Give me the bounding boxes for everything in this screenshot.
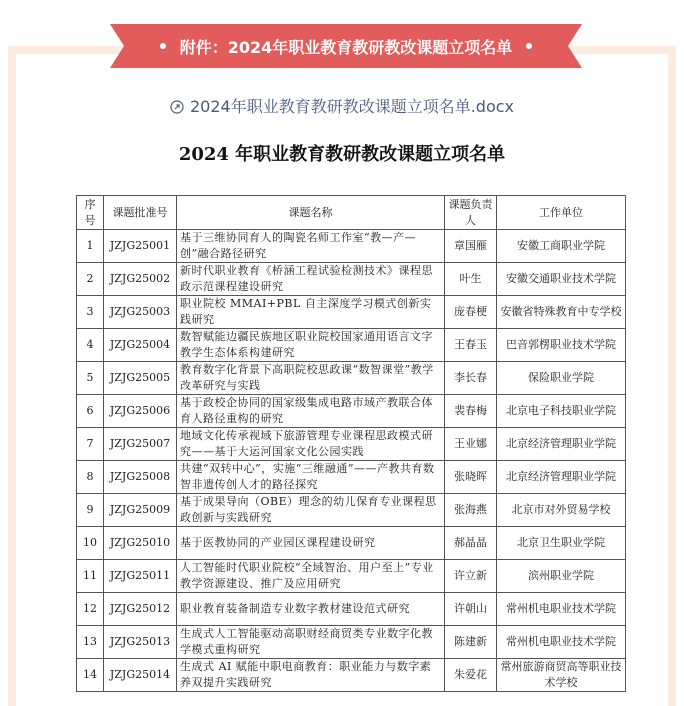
cell-no: 4 — [77, 329, 104, 362]
cell-no: 14 — [77, 659, 104, 692]
cell-leader: 张晓晖 — [445, 461, 497, 494]
cell-unit: 北京经济管理职业学院 — [497, 461, 626, 494]
cell-name: 职业院校 MMAI+PBL 自主深度学习模式创新实践研究 — [177, 296, 445, 329]
cell-code: JZJG25006 — [104, 395, 177, 428]
cell-leader: 叶生 — [445, 263, 497, 296]
cell-code: JZJG25001 — [104, 230, 177, 263]
table-row — [77, 626, 626, 659]
cell-name: 基于医教协同的产业园区课程建设研究 — [177, 527, 445, 560]
cell-leader: 王业娜 — [445, 428, 497, 461]
cell-unit: 北京市对外贸易学校 — [497, 494, 626, 527]
table-row — [77, 296, 626, 329]
cell-name: 数智赋能边疆民族地区职业院校国家通用语言文字教学生态体系构建研究 — [177, 329, 445, 362]
cell-name: 新时代职业教育《桥涵工程试验检测技术》课程思政示范课程建设研究 — [177, 263, 445, 296]
table-row — [77, 461, 626, 494]
table-row — [77, 560, 626, 593]
cell-code: JZJG25002 — [104, 263, 177, 296]
cell-code: JZJG25013 — [104, 626, 177, 659]
cell-code: JZJG25009 — [104, 494, 177, 527]
cell-no: 9 — [77, 494, 104, 527]
header-unit: 工作单位 — [497, 196, 626, 230]
cell-code: JZJG25012 — [104, 593, 177, 626]
banner-dot-left — [160, 43, 166, 49]
table-row — [77, 659, 626, 692]
cell-leader: 许朝山 — [445, 593, 497, 626]
cell-leader: 陈建新 — [445, 626, 497, 659]
header-leader: 课题负责人 — [445, 196, 497, 230]
cell-code: JZJG25007 — [104, 428, 177, 461]
cell-unit: 北京经济管理职业学院 — [497, 428, 626, 461]
cell-code: JZJG25005 — [104, 362, 177, 395]
cell-leader: 朱爱花 — [445, 659, 497, 692]
cell-no: 6 — [77, 395, 104, 428]
cell-name: 共建“双转中心”，实施“三维融通”——产教共育数智非遗传创人才的路径探究 — [177, 461, 445, 494]
cell-no: 7 — [77, 428, 104, 461]
paperclip-icon — [170, 99, 184, 118]
table-row — [77, 263, 626, 296]
table-row — [77, 362, 626, 395]
cell-code: JZJG25010 — [104, 527, 177, 560]
cell-code: JZJG25003 — [104, 296, 177, 329]
banner-dot-right — [526, 43, 532, 49]
cell-unit: 常州旅游商贸高等职业技术学校 — [497, 659, 626, 692]
cell-code: JZJG25008 — [104, 461, 177, 494]
cell-unit: 北京卫生职业学院 — [497, 527, 626, 560]
cell-name: 职业教育装备制造专业数字教材建设范式研究 — [177, 593, 445, 626]
cell-code: JZJG25011 — [104, 560, 177, 593]
cell-name: 基于三维协同育人的陶瓷名师工作室“教—产—创”融合路径研究 — [177, 230, 445, 263]
table-row — [77, 395, 626, 428]
cell-unit: 安徽交通职业技术学院 — [497, 263, 626, 296]
cell-unit: 保险职业学院 — [497, 362, 626, 395]
banner-title: 附件：2024年职业教育教研教改课题立项名单 — [179, 37, 513, 57]
table-row — [77, 593, 626, 626]
banner — [110, 24, 582, 68]
cell-name: 地域文化传承视域下旅游管理专业课程思政模式研究——基于大运河国家文化公园实践 — [177, 428, 445, 461]
cell-leader: 张海燕 — [445, 494, 497, 527]
cell-name: 人工智能时代职业院校“全域智治、用户至上”专业教学资源建设、推广及应用研究 — [177, 560, 445, 593]
cell-unit: 滨州职业学院 — [497, 560, 626, 593]
cell-leader: 庞春梗 — [445, 296, 497, 329]
table-row — [77, 428, 626, 461]
table-header-row — [77, 196, 626, 230]
cell-leader: 李长春 — [445, 362, 497, 395]
attachment-link[interactable] — [0, 94, 684, 118]
cell-leader: 许立新 — [445, 560, 497, 593]
cell-code: JZJG25014 — [104, 659, 177, 692]
attachment-filename[interactable]: 2024年职业教育教研教改课题立项名单.docx — [189, 97, 515, 116]
cell-unit: 常州机电职业技术学院 — [497, 626, 626, 659]
cell-no: 10 — [77, 527, 104, 560]
cell-name: 生成式 AI 赋能中职电商教育：职业能力与数字素养双提升实践研究 — [177, 659, 445, 692]
cell-leader: 郝晶晶 — [445, 527, 497, 560]
cell-name: 生成式人工智能驱动高职财经商贸类专业数字化教学模式重构研究 — [177, 626, 445, 659]
cell-unit: 安徽工商职业学院 — [497, 230, 626, 263]
cell-leader: 章国雁 — [445, 230, 497, 263]
header-name: 课题名称 — [177, 196, 445, 230]
cell-name: 基于政校企协同的国家级集成电路市域产教联合体育人路径重构的研究 — [177, 395, 445, 428]
cell-no: 5 — [77, 362, 104, 395]
cell-no: 13 — [77, 626, 104, 659]
document-title: 2024 年职业教育教研教改课题立项名单 — [178, 144, 506, 165]
cell-leader: 裴春梅 — [445, 395, 497, 428]
project-table — [76, 195, 626, 692]
cell-no: 1 — [77, 230, 104, 263]
cell-no: 11 — [77, 560, 104, 593]
table-row — [77, 527, 626, 560]
cell-leader: 王春玉 — [445, 329, 497, 362]
cell-no: 8 — [77, 461, 104, 494]
cell-no: 3 — [77, 296, 104, 329]
table-row — [77, 230, 626, 263]
cell-name: 教育数字化背景下高职院校思政课“数智课堂”教学改革研究与实践 — [177, 362, 445, 395]
cell-code: JZJG25004 — [104, 329, 177, 362]
header-code: 课题批准号 — [104, 196, 177, 230]
cell-no: 12 — [77, 593, 104, 626]
cell-unit: 常州机电职业技术学院 — [497, 593, 626, 626]
cell-name: 基于成果导向（OBE）理念的幼儿保育专业课程思政创新与实践研究 — [177, 494, 445, 527]
header-no: 序号 — [77, 196, 104, 230]
cell-unit: 巴音郭楞职业技术学院 — [497, 329, 626, 362]
cell-unit: 北京电子科技职业学院 — [497, 395, 626, 428]
table-row — [77, 494, 626, 527]
cell-no: 2 — [77, 263, 104, 296]
cell-unit: 安徽省特殊教育中专学校 — [497, 296, 626, 329]
table-row — [77, 329, 626, 362]
